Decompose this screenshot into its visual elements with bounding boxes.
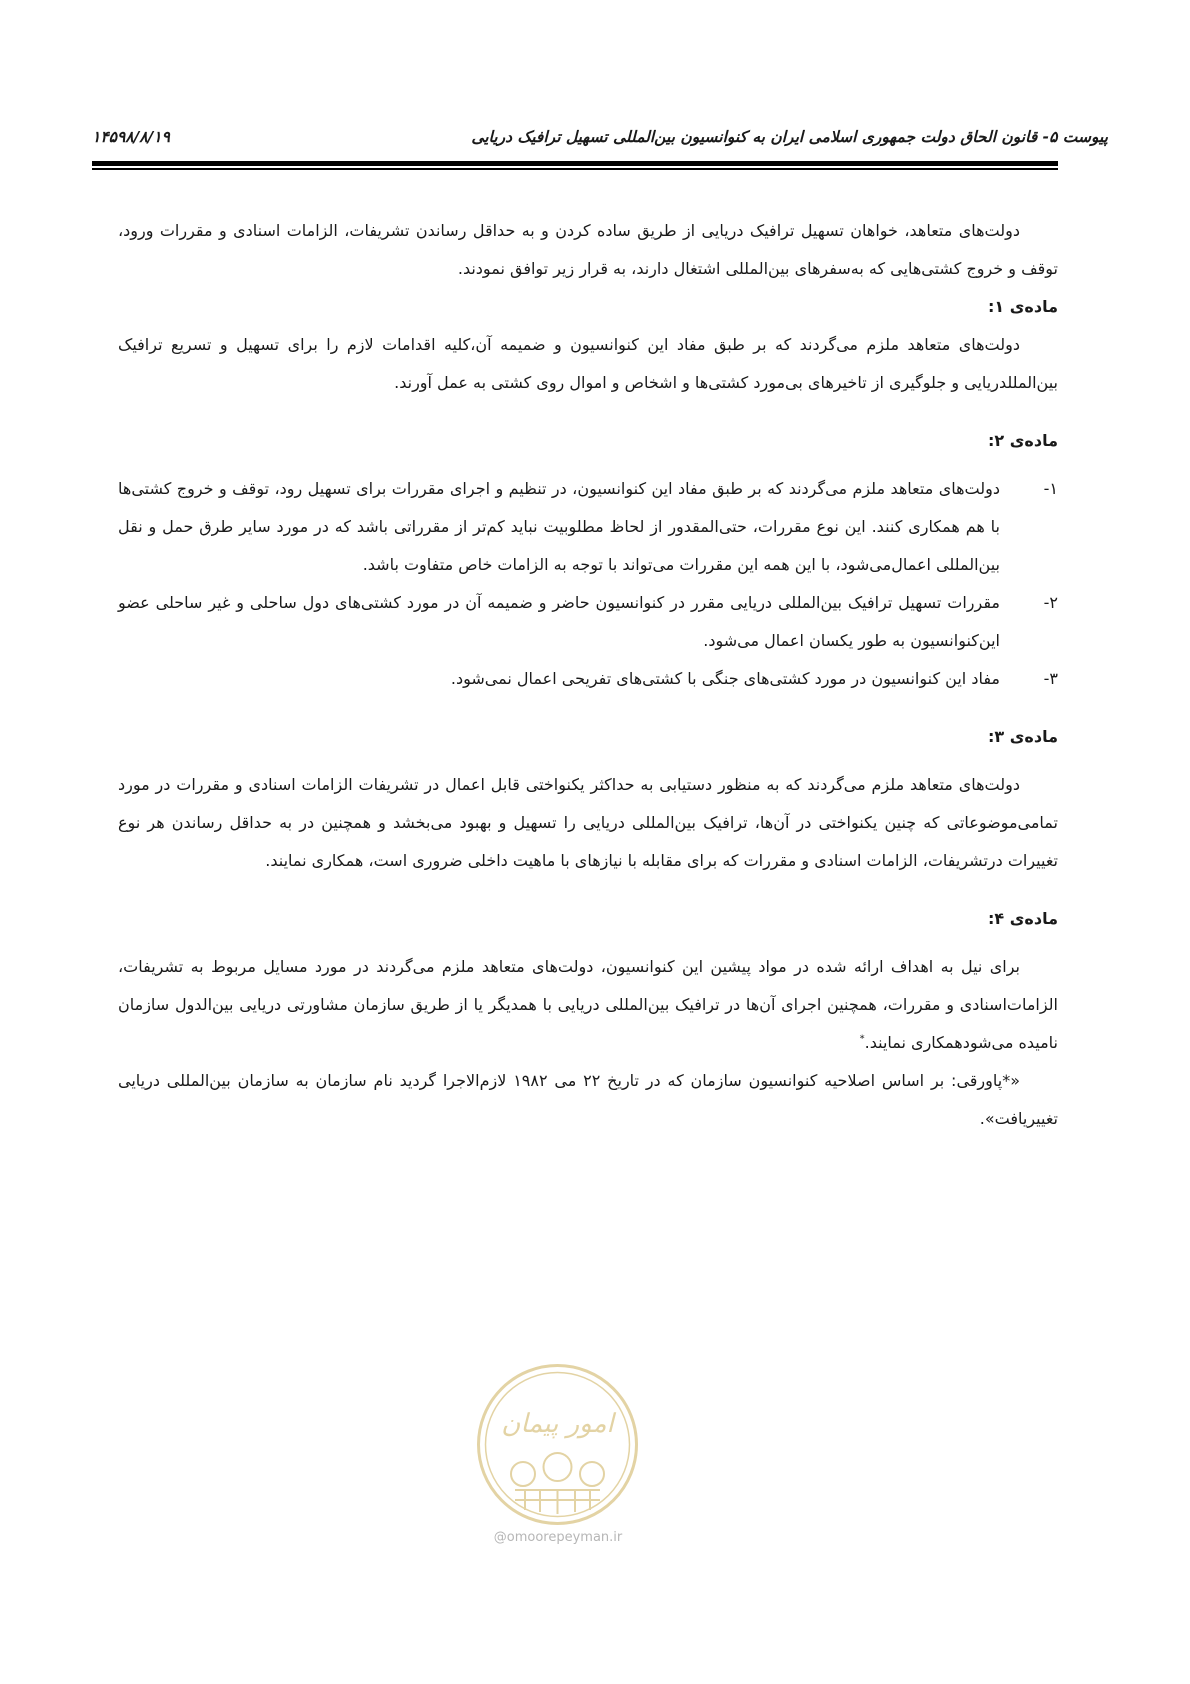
list-item — [118, 660, 1058, 698]
watermark-seal — [475, 1362, 640, 1527]
article-4-body: برای نیل به اهداف ارائه شده در مواد پیشین این کنوانسیون، دولت‌های متعاهد ملزم می‌گردند در مورد مسایل مربوط به تشریفات، الزامات‌اسنادی و مقررات، همچنین اجرای آن‌ها در ترافیک بین‌المللی دریایی با همدیگر یا از طریق سازمان مشاورتی دریایی بین‌الدول سازمان نامیده می‌شودهمکاری نمایند. — [118, 957, 1058, 1052]
article-1-text: دولت‌های متعاهد ملزم می‌گردند که بر طبق مفاد این کنوانسیون و ضمیمه آن،کلیه اقدامات لازم را برای تسهیل و تسریع ترافیک بین‌المللدریایی و جلوگیری از تاخیرهای بی‌مورد کشتی‌ها و اشخاص و اموال روی کشتی به عمل آورند. — [118, 335, 1058, 392]
header-date: ۱۴۵۹۸/۸/۱۹ — [92, 128, 170, 146]
list-item-number: ۱- — [1043, 479, 1058, 498]
list-item-number: ۲- — [1043, 593, 1058, 612]
article-2 — [118, 422, 1058, 698]
spacer — [118, 460, 1058, 470]
article-1-heading: ماده‌ی ۱: — [988, 297, 1058, 316]
article-4 — [118, 900, 1058, 1138]
document-body — [118, 212, 1058, 1138]
list-item-number: ۳- — [1043, 669, 1058, 688]
article-4-heading: ماده‌ی ۴: — [988, 909, 1058, 928]
article-1 — [118, 288, 1058, 402]
list-item-text: دولت‌های متعاهد ملزم می‌گردند که بر طبق مفاد این کنوانسیون، در تنظیم و اجرای مقررات برای تسهیل رود، توقف و خروج کشتی‌ها با هم همکاری کنند. این نوع مقررات، حتی‌المقدور از لحاظ مطلوبیت نباید کم‌تر از مقرراتی باشد که در مورد سایر طرق حمل و نقل بین‌المللی اعمال‌می‌شود، با این همه این مقررات می‌تواند با توجه به الزامات خاص متفاوت باشد. — [118, 479, 1000, 574]
header-rule-thin — [92, 168, 1058, 170]
footnote-text: «*پاورقی: بر اساس اصلاحیه کنوانسیون سازمان که در تاریخ ۲۲ می ۱۹۸۲ لازم‌الاجرا گردید نام سازمان به سازمان بین‌المللی دریایی تغییریافت». — [118, 1071, 1058, 1128]
header-rule-thick — [92, 161, 1058, 166]
article-2-heading: ماده‌ی ۲: — [988, 431, 1058, 450]
spacer — [118, 402, 1058, 422]
article-3-text: دولت‌های متعاهد ملزم می‌گردند که به منظور دستیابی به حداکثر یکنواختی قابل اعمال در تشریفات الزامات اسنادی و مقررات در مورد تمامی‌موضوعاتی که چنین یکنواختی در آن‌ها، ترافیک بین‌المللی دریایی را تسهیل و بهبود می‌بخشد و همچنین در به حداقل رساندن هر نوع تغییرات درتشریفات، الزامات اسنادی و مقررات که برای مقابله با نیازهای با ماهیت داخلی ضروری است، همکاری نمایند. — [118, 775, 1058, 870]
list-item-text: مقررات تسهیل ترافیک بین‌المللی دریایی مقرر در کنوانسیون حاضر و ضمیمه آن در مورد کشتی‌های دول ساحلی و غیر ساحلی عضو این‌کنوانسیون به طور یکسان اعمال می‌شود. — [118, 593, 1000, 650]
page-header — [92, 128, 1108, 156]
header-title: پیوست ۵- قانون الحاق دولت جمهوری اسلامی ایران به کنوانسیون بین‌المللی تسهیل ترافیک دریایی — [471, 128, 1108, 146]
preamble-paragraph: دولت‌های متعاهد، خواهان تسهیل ترافیک دریایی از طریق ساده کردن و به حداقل رساندن تشریفات، الزامات اسنادی و مقررات ورود، توقف و خروج کشتی‌هایی که به‌سفرهای بین‌المللی اشتغال دارند، به قرار زیر توافق نمودند. — [118, 221, 1058, 278]
footnote-marker: * — [859, 1033, 865, 1045]
spacer — [118, 756, 1058, 766]
list-item — [118, 584, 1058, 660]
article-3-heading: ماده‌ی ۳: — [988, 727, 1058, 746]
spacer — [118, 880, 1058, 900]
watermark-logo-text: امور پیمان — [501, 1409, 614, 1439]
article-2-list — [118, 470, 1058, 698]
article-3 — [118, 718, 1058, 880]
article-4-text — [118, 948, 1058, 1062]
watermark-site-url: @omoorepeyman.ir — [493, 1530, 623, 1545]
spacer — [118, 938, 1058, 948]
list-item-text: مفاد این کنوانسیون در مورد کشتی‌های جنگی با کشتی‌های تفریحی اعمال نمی‌شود. — [450, 669, 1000, 688]
list-item — [118, 470, 1058, 584]
spacer — [118, 698, 1058, 718]
